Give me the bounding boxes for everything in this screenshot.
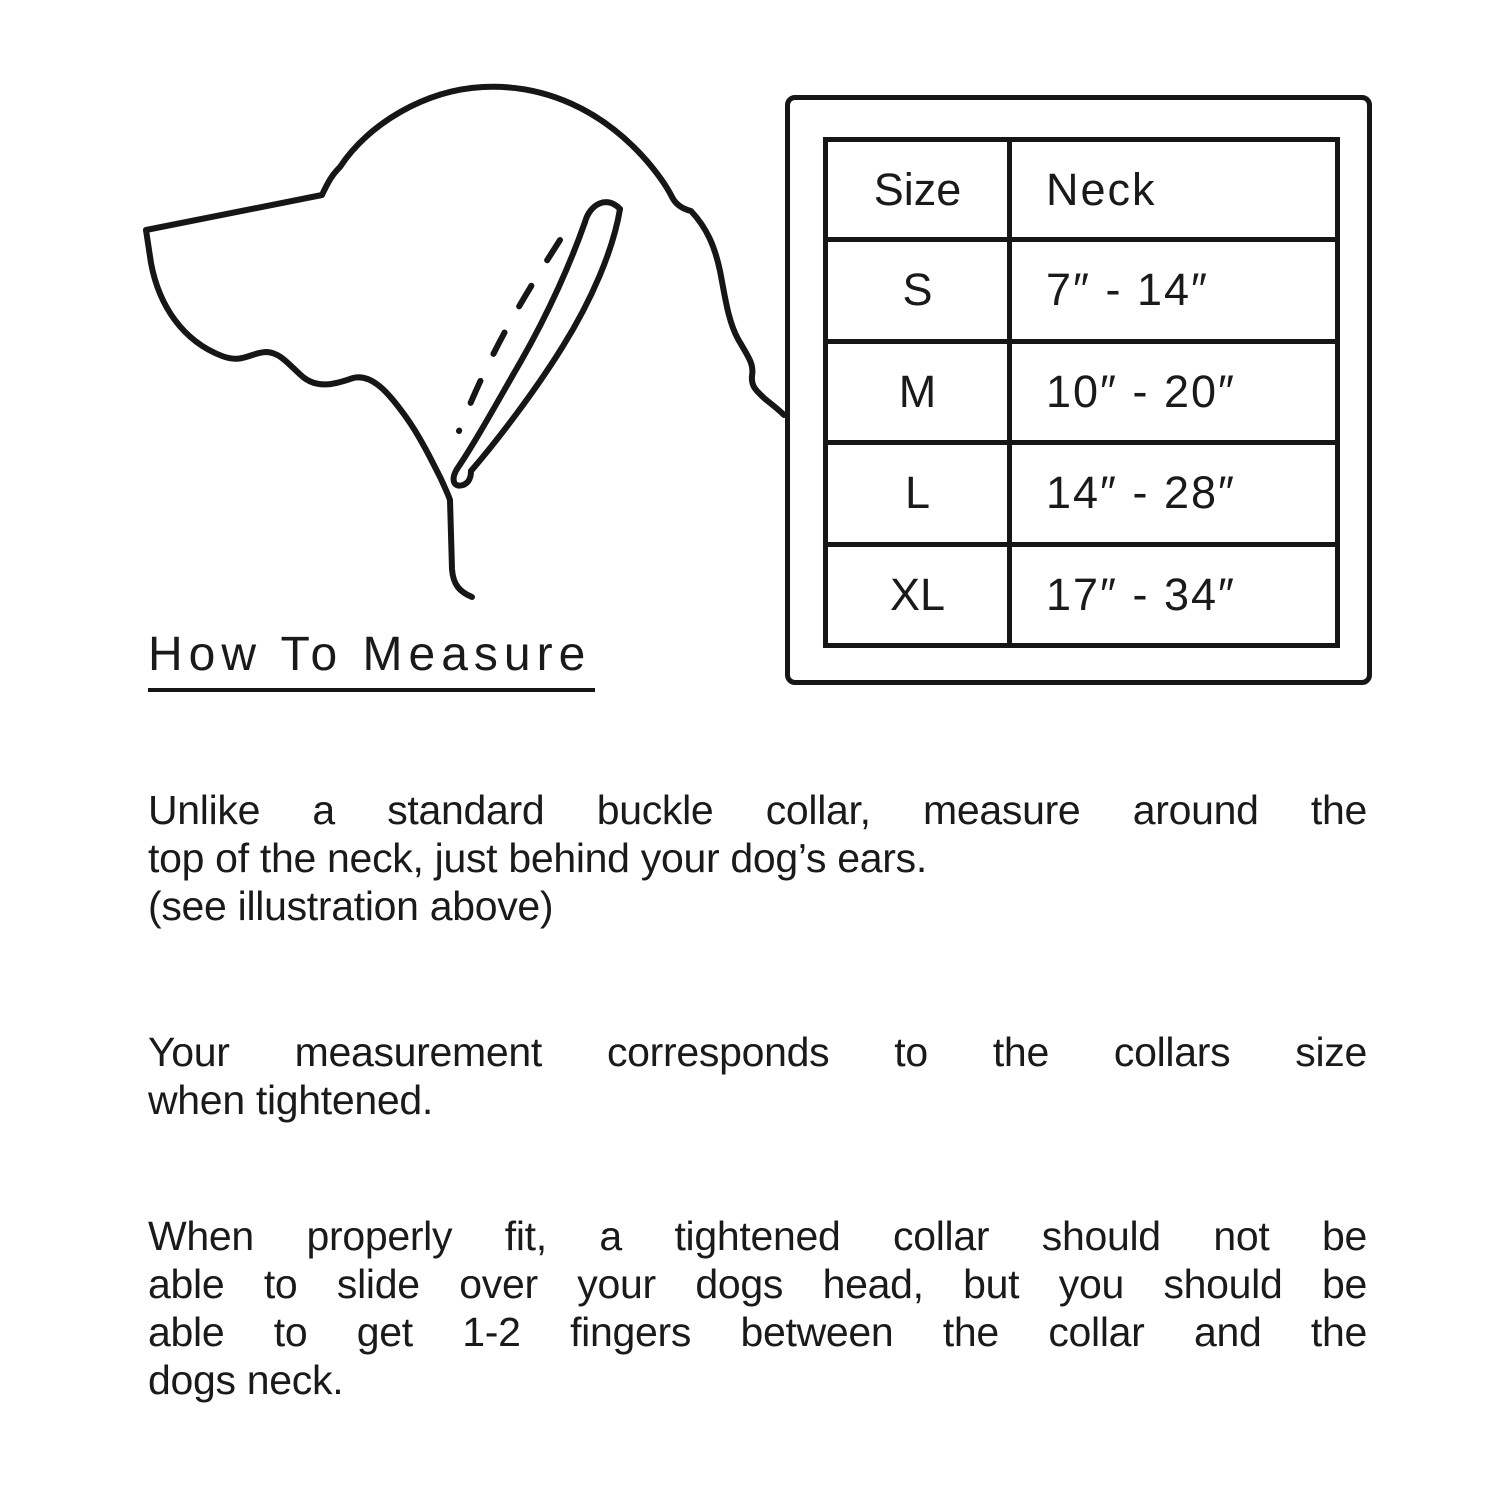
how-to-measure-heading: How To Measure [148, 628, 595, 692]
paragraph-line: when tightened. [148, 1077, 434, 1123]
measure-dashed-line [459, 240, 560, 431]
size-cell-xl: XL [828, 542, 1012, 644]
dog-ear-left-edge-path [457, 222, 585, 469]
dog-ear-top-fold-path [585, 202, 620, 222]
paragraph-line: Your measurement corresponds to the collars size [148, 1029, 1367, 1075]
paragraph-measurement-corresponds [148, 1028, 1367, 1124]
paragraph-line: able to get 1-2 fingers between the collar and the [148, 1309, 1367, 1355]
neck-column-header: Neck [1046, 163, 1157, 215]
paragraph-measure-instructions [148, 786, 1367, 930]
paragraph-line: top of the neck, just behind your dog’s ears. [148, 835, 927, 881]
neck-cell-xl: 17″ - 34″ [1012, 542, 1335, 644]
paragraph-line: able to slide over your dogs head, but you should be [148, 1261, 1367, 1307]
paragraph-line: Unlike a standard buckle collar, measure around the [148, 787, 1367, 833]
neck-cell-l: 14″ - 28″ [1012, 440, 1335, 542]
size-chart-table [823, 137, 1340, 648]
size-cell-m: M [828, 339, 1012, 441]
size-cell-l: L [828, 440, 1012, 542]
dog-muzzle-jaw-throat-path [146, 230, 472, 597]
size-cell-s: S [828, 237, 1012, 339]
paragraph-line: When properly fit, a tightened collar should not be [148, 1213, 1367, 1259]
paragraph-line: dogs neck. [148, 1357, 344, 1403]
paragraph-proper-fit [148, 1212, 1367, 1404]
paragraph-line: (see illustration above) [148, 883, 554, 929]
neck-cell-s: 7″ - 14″ [1012, 237, 1335, 339]
dog-skull-and-neck-outline-path [146, 87, 784, 415]
size-column-header: Size [828, 142, 1012, 237]
dog-ear-right-edge-path [471, 209, 620, 471]
dog-ear-tip-curl-path [454, 469, 471, 486]
neck-cell-m: 10″ - 20″ [1012, 339, 1335, 441]
size-chart-frame [785, 95, 1372, 685]
